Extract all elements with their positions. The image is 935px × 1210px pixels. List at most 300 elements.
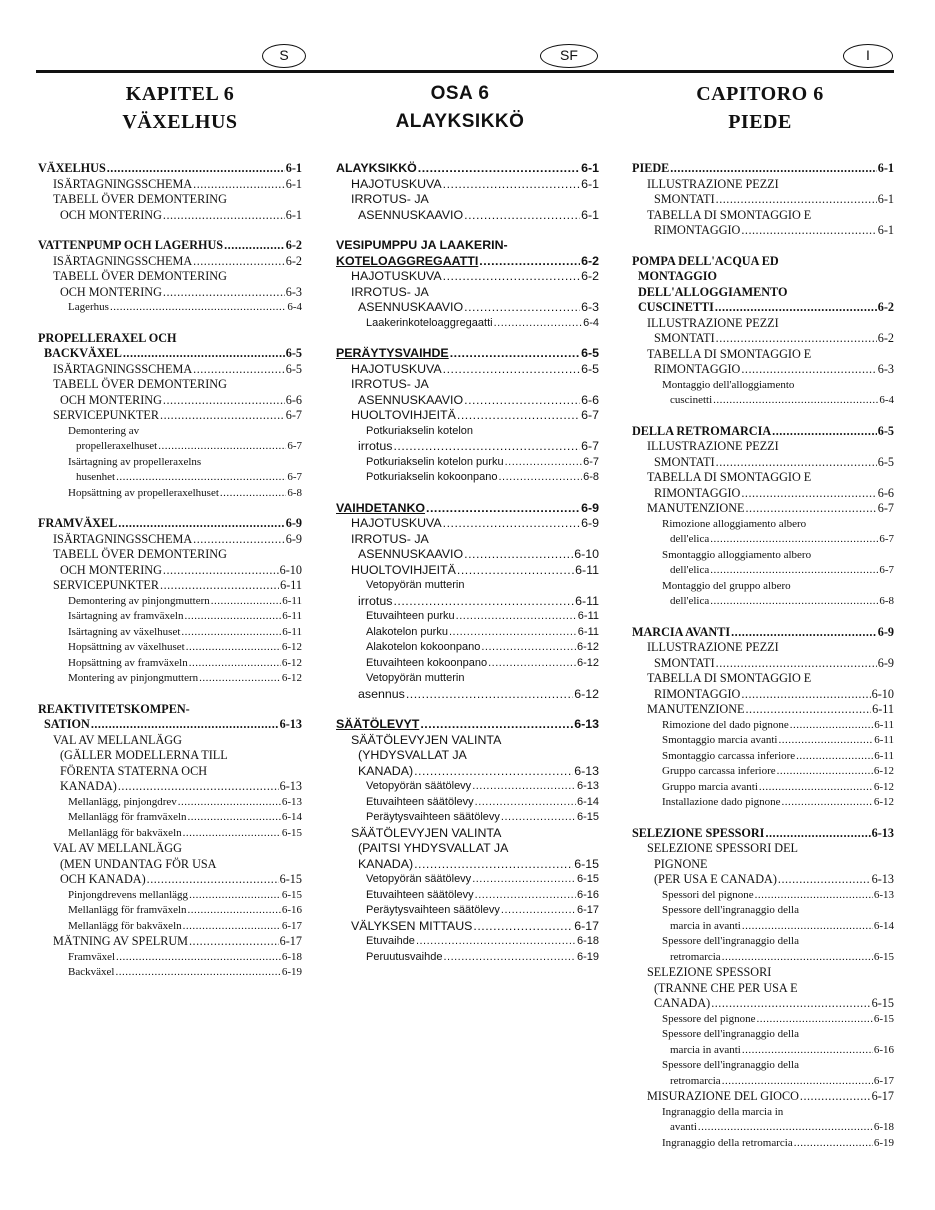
toc-page-number: 6-11 [282,625,302,638]
toc-dot-leader [796,749,873,765]
toc-entry-title: Isärtagning av växelhuset [68,625,181,638]
toc-page-number: 6-15 [279,872,302,886]
toc-entry [38,563,302,579]
toc-page-number: 6-8 [583,471,599,483]
toc-entry-title: CANADA) [654,996,711,1010]
toc-page-number: 6-12 [281,641,302,653]
toc-page-number: 6-9 [877,624,894,639]
toc-entry [336,764,599,780]
toc-entry-title: Mellanlägg för bakväxeln [68,826,182,839]
toc-page-number: 6-16 [576,888,599,901]
toc-page-number: 6-12 [281,672,302,684]
toc-page-number: 6-10 [279,562,302,577]
toc-entry-title: HUOLTOVIHJEITÄ [351,408,456,422]
toc-page-number: 6-11 [575,562,599,577]
toc-entry [632,640,894,656]
toc-dot-leader [488,656,576,672]
toc-entry [38,903,302,919]
toc-entry-title: Etuvaihteen kokoonpano [366,656,488,669]
toc-page-number: 6-1 [285,176,302,191]
toc-page-number: 6-14 [281,811,302,823]
toc-entry [632,903,894,919]
toc-entry [38,331,302,347]
toc-entry-title: TABELL ÖVER DEMONTERING [53,377,227,391]
toc-entry [38,950,302,966]
toc-entry [632,347,894,363]
toc-entry-title: dell'elica [670,595,710,607]
toc-entry-title: KANADA) [358,763,414,778]
toc-entry [336,687,599,703]
toc-dot-leader [755,888,873,904]
toc-entry [336,934,599,950]
toc-entry [336,470,599,486]
toc-entry-title: Gruppo carcassa inferiore [662,765,776,777]
toc-dot-leader [501,810,576,826]
toc-entry-title: Smontaggio marcia avanti [662,734,778,746]
toc-entry [38,470,302,486]
toc-page-number: 6-19 [576,950,599,963]
toc-entry-title: Rimozione del dado pignone [662,718,789,731]
toc-page-number: 6-11 [280,578,302,592]
toc-entry-title: MÄTNING AV SPELRUM [53,934,188,948]
toc-entry-title: SMONTATI [654,331,715,345]
toc-page-number: 6-3 [581,300,599,314]
toc-entry [632,1058,894,1074]
toc-entry-title: avanti [670,1121,697,1133]
toc-page-number: 6-9 [581,516,599,530]
toc-page-number: 6-15 [576,873,599,885]
toc-page-number: 6-17 [574,918,599,933]
toc-dot-leader [163,563,279,579]
toc-entry [632,1074,894,1090]
toc-entry [632,749,894,765]
toc-dot-leader [158,439,286,455]
toc-entry [632,501,894,517]
toc-entry-title: SELEZIONE SPESSORI DEL [647,841,798,855]
toc-entry-title: Potkuriakselin kotelon purku [366,455,504,468]
toc-entry [632,316,894,332]
toc-page-number: 6-12 [873,780,894,793]
toc-entry-title: (GÄLLER MODELLERNA TILL [60,748,228,762]
toc-entry-title: Vetopyörän mutterin [366,579,465,591]
toc-entry [38,810,302,826]
toc-dot-leader [406,687,573,703]
toc-entry [336,208,599,224]
toc-entry [38,934,302,950]
toc-entry [336,393,599,409]
toc-dot-leader [759,780,873,796]
toc-dot-leader [716,192,877,208]
toc-entry [632,439,894,455]
toc-page-number: 6-15 [281,826,302,839]
toc-entry [632,161,894,177]
toc-entry [632,1136,894,1152]
toc-entry [38,841,302,857]
toc-entry [632,285,894,301]
toc-entry-title: ASENNUSKAAVIO [358,547,464,561]
toc-entry-title: POMPA DELL'ACQUA ED [632,253,779,268]
toc-entry-title: MANUTENZIONE [647,702,745,716]
toc-page-number: 6-5 [581,361,599,376]
toc-entry [632,548,894,564]
toc-entry [38,671,302,687]
toc-entry [336,346,599,362]
toc-dot-leader [501,903,576,919]
toc-entry-title: SERVICEPUNKTER [53,408,160,422]
toc-dot-leader [414,857,573,873]
toc-entry-title: Hopsättning av växelhuset [68,641,185,653]
toc-page-number: 6-7 [287,471,302,483]
toc-page-number: 6-19 [873,1136,894,1149]
toc-entry-title: Hopsättning av propelleraxelhuset [68,486,219,499]
toc-entry-title: OCH MONTERING [60,562,162,577]
toc-entry [632,857,894,873]
toc-entry-title: Framväxel [68,950,116,963]
toc-entry [632,1105,894,1121]
toc-entry [38,826,302,842]
toc-entry-title: Spessore del pignone [662,1012,756,1025]
toc-dot-leader [183,826,281,842]
toc-entry-title: Demontering av [68,424,140,437]
toc-entry [632,965,894,981]
toc-entry-title: HAJOTUSKUVA [351,516,442,530]
toc-entry-title: ALAYKSIKKÖ [336,161,417,175]
toc-page-number: 6-5 [285,361,302,376]
toc-page-number: 6-8 [879,595,894,607]
toc-dot-leader [741,223,876,239]
toc-dot-leader [731,625,877,641]
language-badge-finnish: SF [540,44,598,68]
toc-entry [38,486,302,502]
toc-entry [336,161,599,177]
toc-entry-title: VAIHDETANKO [336,500,426,515]
toc-entry [336,717,599,733]
toc-dot-leader [193,177,285,193]
toc-entry-title: VAL AV MELLANLÄGG [53,841,182,855]
toc-entry-title: REAKTIVITETSKOMPEN- [38,701,190,716]
toc-dot-leader [186,640,281,656]
toc-dot-leader [741,687,870,703]
toc-dot-leader [449,625,577,641]
toc-entry-title: SATION [44,717,90,731]
toc-dot-leader [224,238,285,254]
toc-entry-title: HAJOTUSKUVA [351,176,442,191]
toc-entry-title: irrotus [358,439,393,453]
toc-entry [632,702,894,718]
toc-page-number: 6-1 [877,192,894,206]
toc-entry [336,733,599,749]
toc-page-number: 6-13 [574,717,599,731]
toc-dot-leader [163,393,285,409]
toc-entry-title: marcia in avanti [670,919,741,932]
toc-entry-title: PERÄYTYSVAIHDE [336,346,449,360]
toc-entry [336,826,599,842]
toc-page-number: 6-8 [287,486,302,499]
toc-entry-title: HAJOTUSKUVA [351,269,442,283]
toc-entry [632,872,894,888]
toc-dot-leader [756,1012,872,1028]
toc-page-number: 6-6 [285,392,302,407]
toc-entry-title: marcia in avanti [670,1043,741,1056]
toc-entry-title: PIEDE [632,161,670,175]
toc-entry [38,594,302,610]
toc-page-number: 6-9 [877,655,894,670]
toc-entry-title: Isärtagning av propelleraxelns [68,455,202,468]
toc-dot-leader [450,346,580,362]
toc-entry [38,965,302,981]
toc-entry-title: Mellanlägg för framväxeln [68,904,187,916]
toc-entry-title: Potkuriakselin kokoonpano [366,471,498,483]
toc-entry-title: Peräytysvaihteen säätölevy [366,811,500,823]
toc-entry [38,254,302,270]
toc-page-number: 6-2 [877,331,894,345]
toc-column-finnish [336,161,599,965]
toc-entry-title: VATTENPUMP OCH LAGERHUS [38,238,224,252]
toc-entry [38,795,302,811]
toc-entry [632,780,894,796]
toc-entry [38,748,302,764]
toc-entry-title: BACKVÄXEL [44,346,122,360]
toc-entry-title: (PAITSI YHDYSVALLAT JA [358,841,509,855]
toc-entry [336,516,599,532]
toc-dot-leader [189,656,281,672]
toc-entry [38,393,302,409]
toc-dot-leader [193,362,285,378]
toc-entry [632,950,894,966]
toc-entry-title: SMONTATI [654,454,715,469]
toc-entry [632,733,894,749]
toc-entry [336,872,599,888]
toc-entry-title: ILLUSTRAZIONE PEZZI [647,315,779,330]
toc-entry [38,733,302,749]
toc-dot-leader [800,1089,871,1105]
toc-entry-title: Montering av pinjongmuttern [68,672,199,684]
toc-page-number: 6-5 [877,454,894,469]
toc-page-number: 6-7 [877,501,894,515]
toc-page-number: 6-13 [281,795,302,808]
toc-entry [632,192,894,208]
toc-entry [632,579,894,595]
toc-entry-title: ISÄRTAGNINGSSCHEMA [53,531,193,546]
toc-entry-title: HUOLTOVIHJEITÄ [351,562,456,577]
toc-entry-title: Etuvaihteen purku [366,610,455,622]
toc-entry [38,346,302,362]
toc-entry-title: MONTAGGIO [638,269,717,283]
chapter-number: KAPITEL 6 [125,83,235,105]
toc-entry-title: MISURAZIONE DEL GIOCO [647,1089,799,1103]
toc-entry-title: Montaggio del gruppo albero [662,579,791,592]
toc-entry-title: TABELL ÖVER DEMONTERING [53,269,227,283]
toc-dot-leader [163,285,285,301]
toc-dot-leader [116,470,286,486]
toc-dot-leader [420,717,573,733]
toc-entry [38,532,302,548]
toc-entry [38,717,302,733]
toc-entry-title: Installazione dado pignone [662,796,781,808]
toc-entry [336,269,599,285]
toc-entry [632,934,894,950]
toc-entry [336,857,599,873]
toc-page-number: 6-13 [574,763,599,778]
toc-entry [336,563,599,579]
toc-page-number: 6-4 [879,394,894,406]
toc-page-number: 6-10 [871,686,894,701]
toc-entry [336,501,599,517]
toc-entry [336,300,599,316]
toc-entry-title: Etuvaihteen säätölevy [366,795,474,808]
toc-entry [336,748,599,764]
toc-entry-title: KANADA) [60,779,117,793]
toc-page-number: 6-7 [581,439,599,453]
toc-dot-leader [193,532,285,548]
toc-entry-title: dell'elica [670,564,710,576]
toc-page-number: 6-13 [279,779,302,793]
toc-entry [632,671,894,687]
toc-dot-leader [181,625,281,641]
toc-dot-leader [722,950,873,966]
toc-entry-title: Alakotelon purku [366,625,448,638]
toc-entry-title: irrotus [358,593,393,608]
toc-page-number: 6-9 [581,500,599,515]
toc-entry-title: Peruutusvaihde [366,950,443,963]
toc-entry [632,223,894,239]
toc-entry-title: Mellanlägg för framväxeln [68,811,187,823]
toc-entry-title: ILLUSTRAZIONE PEZZI [647,439,779,453]
toc-entry [336,377,599,393]
toc-dot-leader [220,486,286,502]
toc-page-number: 6-15 [873,950,894,963]
toc-entry-title: IRROTUS- JA [351,284,429,299]
toc-entry-title: CUSCINETTI [638,300,714,314]
toc-entry [38,625,302,641]
toc-entry-title: MARCIA AVANTI [632,624,731,639]
toc-entry-title: IRROTUS- JA [351,192,429,206]
toc-page-number: 6-1 [877,161,894,175]
toc-entry [632,424,894,440]
toc-dot-leader [464,208,580,224]
toc-page-number: 6-1 [877,223,894,237]
toc-entry-title: (MEN UNDANTAG FÖR USA [60,856,217,871]
toc-dot-leader [716,331,877,347]
toc-entry [38,578,302,594]
toc-dot-leader [742,919,873,935]
toc-entry [336,285,599,301]
toc-entry [632,254,894,270]
toc-page-number: 6-11 [575,593,599,608]
toc-entry-title: ASENNUSKAAVIO [358,392,464,407]
toc-dot-leader [123,346,285,362]
toc-dot-leader [443,177,580,193]
toc-dot-leader [481,640,576,656]
toc-dot-leader [116,950,281,966]
toc-entry [632,687,894,703]
toc-entry-title: husenhet [76,471,116,483]
toc-entry-title: Vetopyörän säätölevy [366,873,472,885]
toc-page-number: 6-13 [871,825,894,840]
toc-entry [38,362,302,378]
toc-entry [38,640,302,656]
toc-entry [632,269,894,285]
toc-entry-title: FÖRENTA STATERNA OCH [60,763,208,778]
toc-entry [632,919,894,935]
toc-entry-title: retromarcia [670,1074,721,1087]
chapter-title: PIEDE [728,111,792,133]
toc-entry-title: RIMONTAGGIO [654,686,741,701]
toc-entry [632,594,894,610]
toc-dot-leader [472,872,576,888]
toc-dot-leader [393,439,580,455]
toc-entry [336,408,599,424]
toc-dot-leader [443,950,576,966]
toc-entry [632,1027,894,1043]
toc-page-number: 6-2 [581,253,599,268]
toc-entry [38,919,302,935]
toc-entry-title: TABELLA DI SMONTAGGIO E [647,671,812,685]
toc-dot-leader [199,671,281,687]
toc-entry-title: Alakotelon kokoonpano [366,641,481,653]
toc-entry [632,563,894,579]
toc-entry [632,486,894,502]
toc-entry-title: ILLUSTRAZIONE PEZZI [647,640,779,654]
toc-entry [336,609,599,625]
toc-dot-leader [745,702,871,718]
toc-dot-leader [414,764,573,780]
toc-entry [38,656,302,672]
toc-page-number: 6-12 [873,765,894,777]
toc-entry-title: (TRANNE CHE PER USA E [654,980,798,995]
toc-dot-leader [416,934,576,950]
toc-dot-leader [472,779,576,795]
toc-entry-title: SÄÄTÖLEVYJEN VALINTA [351,825,502,840]
toc-entry-title: Isärtagning av framväxeln [68,610,184,622]
toc-entry [38,208,302,224]
toc-dot-leader [475,888,576,904]
toc-dot-leader [742,1043,873,1059]
toc-entry-title: Laakerinkoteloaggregaatti [366,316,493,329]
toc-entry [38,779,302,795]
toc-entry [336,254,599,270]
toc-entry-title: Backväxel [68,966,115,978]
toc-entry [336,841,599,857]
toc-entry-title: PIGNONE [654,856,708,871]
toc-entry [38,516,302,532]
toc-entry-title: KANADA) [358,856,414,871]
toc-entry [336,779,599,795]
toc-entry-title: SELEZIONE SPESSORI [647,965,772,979]
toc-entry [632,888,894,904]
toc-page-number: 6-2 [285,253,302,268]
toc-page-number: 6-3 [285,284,302,299]
toc-dot-leader [790,718,873,734]
toc-page-number: 6-4 [583,316,599,329]
toc-dot-leader [698,1120,873,1136]
toc-entry [38,764,302,780]
toc-entry [632,996,894,1012]
toc-page-number: 6-7 [879,533,894,545]
toc-entry [38,285,302,301]
toc-entry-title: Rimozione alloggiamento albero [662,517,807,530]
toc-entry [632,393,894,409]
toc-entry [38,424,302,440]
toc-dot-leader [772,424,877,440]
toc-page-number: 6-1 [581,161,599,175]
chapter-number: OSA 6 [430,83,490,104]
toc-page-number: 6-2 [581,269,599,283]
toc-dot-leader [716,656,877,672]
toc-entry [632,826,894,842]
toc-page-number: 6-15 [281,888,302,901]
toc-entry-title: Spessore dell'ingranaggio della [662,1028,800,1040]
